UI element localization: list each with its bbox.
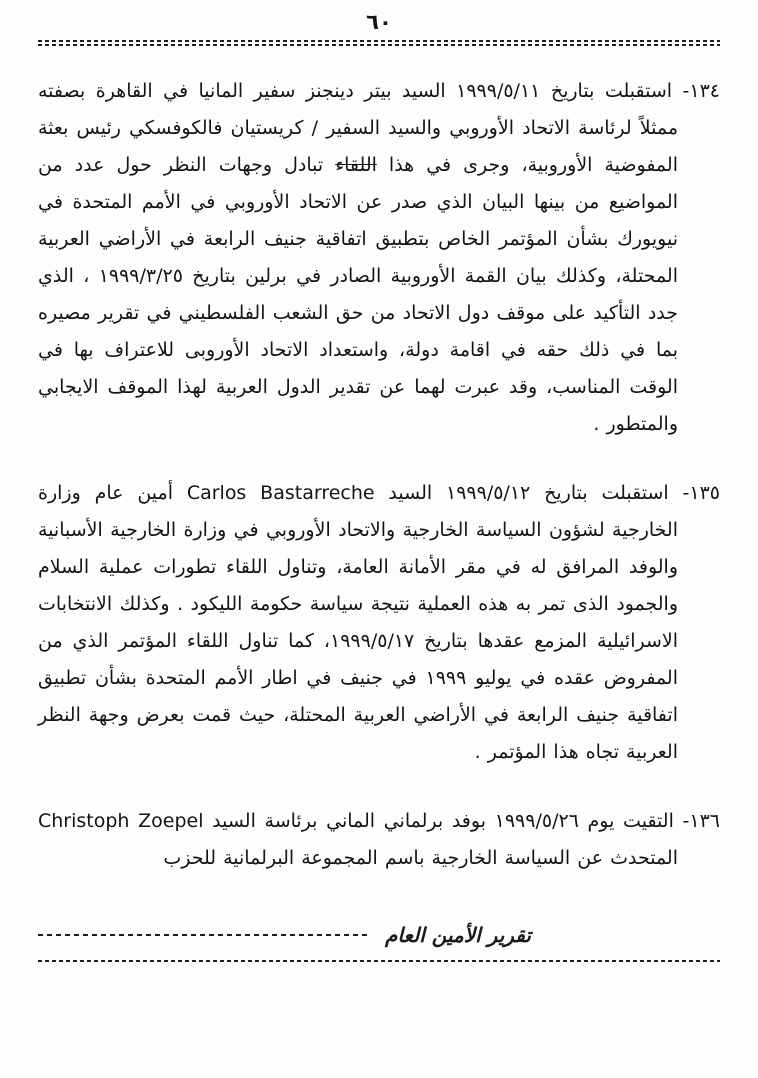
paragraph-136-marker: ١٣٦- [682,810,720,832]
page-number: ٦٠ [366,10,392,34]
paragraph-134-marker: ١٣٤- [682,80,721,102]
paragraph-134-text: استقبلت بتاريخ ١٩٩٩/٥/١١ السيد بيتر دينجنز سفير المانيا في القاهرة بصفته ممثلاً لرئاسة الاتحاد الأوروبي والسيد السفير / كريستيان فالكوفسكي رئيس بعثة المفوضية الأوروبية، وجرى في هذا [38,80,678,176]
paragraph-134-text-continued: تبادل وجهات النظر حول عدد من المواضيع من بينها البيان الذي صدر عن الاتحاد الأوروبي في الأمم المتحدة في نيويورك بشأن المؤتمر الخاص بتطبيق اتفاقية جنيف الرابعة في الأراضي العربية المحتلة، وكذلك بيان القمة الأوروبية الصادر في برلين بتاريخ ١٩٩٩/٣/٢٥ ، الذي جدد التأكيد على موقف دول الاتحاد من حق الشعب الفلسطيني في تقرير مصيره بما في ذلك حقه في اقامة دولة، واستعداد الاتحاد الأوروبى للاعتراف بها في الوقت المناسب، وقد عبرت لهما عن تقدير الدول العربية لهذا الموقف الايجابي والمتطور . [38,154,678,435]
footer [38,920,720,962]
footer-dash-line [38,934,371,936]
footer-note: تقرير الأمين العام [385,923,531,947]
strikethrough-word: اللقاء [335,154,377,176]
paragraph-134 [38,73,720,443]
footer-row [38,920,720,950]
paragraph-136-text: التقيت يوم ١٩٩٩/٥/٢٦ بوفد برلماني الماني برئاسة السيد Christoph Zoepel المتحدث عن السياسة الخارجية باسم المجموعة البرلمانية للحزب [38,810,678,869]
bottom-divider [38,960,720,962]
paragraph-136 [38,803,720,877]
paragraph-135 [38,475,720,771]
top-divider [38,40,720,47]
paragraph-135-text: استقبلت بتاريخ ١٩٩٩/٥/١٢ السيد Carlos Bastarreche أمين عام وزارة الخارجية لشؤون السياسة الخارجية والاتحاد الأوروبي في وزارة الخارجية الأسبانية والوفد المرافق له في مقر الأمانة العامة، وتناول اللقاء تطورات عملية السلام والجمود الذى تمر به هذه العملية نتيجة سياسة حكومة الليكود . وكذلك الانتخابات الاسرائيلية المزمع عقدها بتاريخ ١٩٩٩/٥/١٧، كما تناول اللقاء المؤتمر الذي من المفروض عقده في يوليو ١٩٩٩ في جنيف في اطار الأمم المتحدة بشأن تطبيق اتفاقية جنيف الرابعة في الأراضي العربية المحتلة، حيث قمت بعرض وجهة النظر العربية تجاه هذا المؤتمر . [38,482,678,763]
paragraph-135-marker: ١٣٥- [682,482,721,504]
